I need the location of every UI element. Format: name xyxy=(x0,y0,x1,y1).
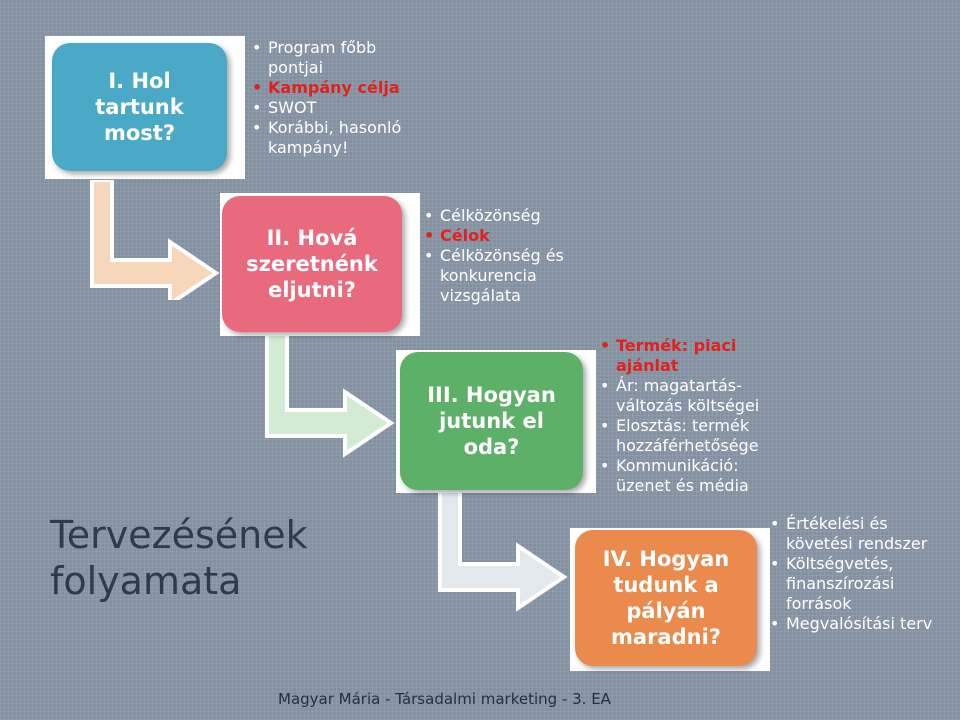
step-1-title: I. Hol tartunk most? xyxy=(95,69,184,145)
step-4-bullet: • Költségvetés, finanszírozási források xyxy=(768,554,938,614)
step-1-bullet: • Kampány célja xyxy=(250,78,410,98)
footer-text: Magyar Mária - Társadalmi marketing - 3. EA xyxy=(278,690,611,708)
step-1-bullet: • Korábbi, hasonló kampány! xyxy=(250,118,410,158)
step-4-bullets xyxy=(768,514,938,634)
slide-title: Tervezésének folyamata xyxy=(50,513,308,603)
connector-arrow-1 xyxy=(70,180,220,300)
step-1-box xyxy=(52,43,227,171)
step-1-bullet: • SWOT xyxy=(250,98,410,118)
step-2-title: II. Hová szeretnénk eljutni? xyxy=(246,226,378,302)
step-3-bullet: • Ár: magatartás-változás költségei xyxy=(598,376,778,416)
step-2-box xyxy=(222,196,402,332)
step-1-bullet: • Program főbb pontjai xyxy=(250,38,410,78)
step-3-bullet: • Elosztás: termék hozzáférhetősége xyxy=(598,416,778,456)
step-4-bullet: • Értékelési és követési rendszer xyxy=(768,514,938,554)
step-3-bullet: • Termék: piaci ajánlat xyxy=(598,336,778,376)
step-3-box xyxy=(400,352,583,490)
connector-arrow-2 xyxy=(245,330,395,460)
step-1-bullets xyxy=(250,38,410,158)
step-4-box xyxy=(575,530,757,666)
connector-arrow-3 xyxy=(418,488,568,613)
step-4-bullet: • Megvalósítási terv xyxy=(768,614,938,634)
step-3-title: III. Hogyan jutunk el oda? xyxy=(427,383,556,459)
step-3-bullets xyxy=(598,336,778,496)
step-2-bullets xyxy=(422,206,592,306)
step-3-bullet: • Kommunikáció: üzenet és média xyxy=(598,456,778,496)
step-2-bullet: • Célközönség xyxy=(422,206,592,226)
step-4-title: IV. Hogyan tudunk a pályán maradni? xyxy=(602,547,730,649)
step-2-bullet: • Célok xyxy=(422,226,592,246)
step-2-bullet: • Célközönség és konkurencia vizsgálata xyxy=(422,246,592,306)
